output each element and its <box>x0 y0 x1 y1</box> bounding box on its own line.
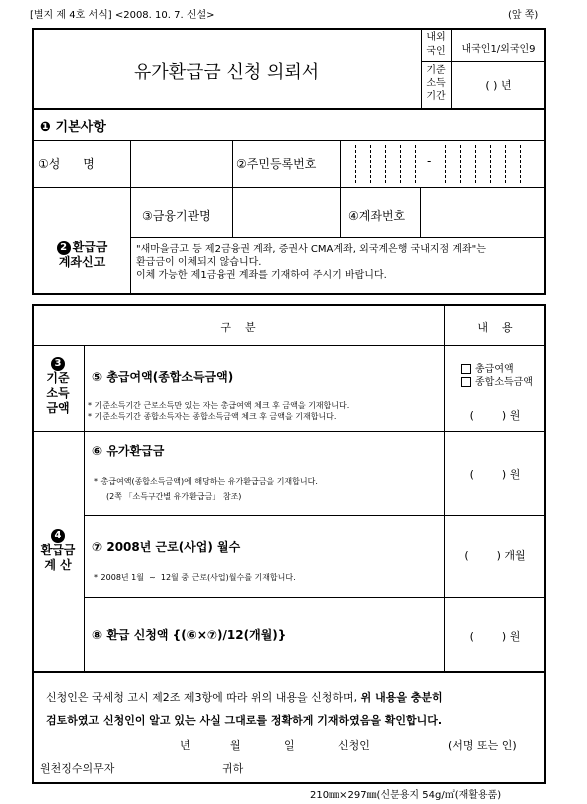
income-period-value[interactable]: ( ) 년 <box>485 79 512 92</box>
date-day: 일 <box>284 739 295 752</box>
date-year: 년 <box>180 739 191 752</box>
signature-label[interactable]: (서명 또는 인) <box>448 739 517 752</box>
row5-note-2: * 기준소득기간 종합소득자는 종합소득금액 체크 후 금액을 기재합니다. <box>88 412 337 421</box>
checkbox[interactable] <box>461 377 471 387</box>
income-period-label: 기준 소득 기간 <box>426 65 446 102</box>
account-notice: "새마을금고 등 제2금융권 계좌, 증권사 CMA계좌, 외국계은행 국내지점 계좌"는 환급금이 이체되지 않습니다. 이체 가능한 제1금융권 계좌를 기재하여 주시기 바랍니다. <box>136 244 486 281</box>
row5-value[interactable]: ( ) 원 <box>469 409 521 422</box>
col-category-header: 구 분 <box>220 321 256 334</box>
row7-note: * 2008년 1월 ~ 12월 중 근로(사업)월수를 기재합니다. <box>94 573 296 582</box>
name-input[interactable] <box>131 141 231 186</box>
honorific: 귀하 <box>222 762 244 775</box>
form-title: 유가환급금 신청 의뢰서 <box>133 62 320 83</box>
rrn-dash: - <box>427 154 432 168</box>
account-label: ④계좌번호 <box>348 209 406 223</box>
rrn-label: ②주민등록번호 <box>236 157 317 171</box>
row8-title: ⑧ 환급 신청액 {(⑥×⑦)/12(개월)} <box>92 628 287 642</box>
row8-value[interactable]: ( ) 원 <box>469 630 521 643</box>
rrn-input[interactable] <box>341 141 545 186</box>
row6-value[interactable]: ( ) 원 <box>469 468 521 481</box>
bank-label: ③금융기관명 <box>142 209 211 223</box>
date-month: 월 <box>230 739 241 752</box>
section4-label: 4 환급금 계 산 <box>40 529 76 572</box>
row6-note-1: * 총급여액(종합소득금액)에 해당하는 유가환급금을 기재합니다. <box>94 477 318 486</box>
row6-note-2: (2쪽 「소득구간별 유가환급금」 참조) <box>106 492 242 501</box>
row5-option-total-income[interactable]: 종합소득금액 <box>461 373 533 388</box>
page-side: (앞 쪽) <box>508 10 539 21</box>
row5-note-1: * 기준소득기간 근로소득만 있는 자는 총급여액 체크 후 금액을 기재합니다. <box>88 401 350 410</box>
row5-title: ⑤ 총급여액(종합소득금액) <box>92 370 234 384</box>
form-reference: [별지 제 4호 서식] <2008. 10. 7. 신설> <box>30 10 215 21</box>
row5-option-total-salary[interactable]: 총급여액 <box>461 360 514 375</box>
account-section-label: 2 환급금 계좌신고 <box>34 225 130 270</box>
section3-label: 3 기준 소득 금액 <box>46 357 70 415</box>
col-content-header: 내 용 <box>477 321 513 334</box>
declaration-line-2: 검토하였고 신청인이 알고 있는 사실 그대로를 정확하게 기재하였음을 확인합니다. <box>46 714 443 727</box>
applicant-label: 신청인 <box>338 739 370 752</box>
row7-title: ⑦ 2008년 근로(사업) 월수 <box>92 540 241 554</box>
section1-title: ❶ 기본사항 <box>40 120 106 135</box>
account-input[interactable] <box>421 188 545 236</box>
bank-input[interactable] <box>233 188 339 236</box>
paper-spec: 210㎜×297㎜(신문용지 54g/㎡(재활용품) <box>310 790 502 801</box>
resident-type-value[interactable]: 내국인1/외국인9 <box>461 44 536 55</box>
recipient-label: 원천징수의무자 <box>40 762 115 775</box>
name-label: ①성 명 <box>38 157 95 171</box>
declaration-line-1: 신청인은 국세청 고시 제2조 제3항에 따라 위의 내용을 신청하며, 위 내용을 충분히 <box>46 691 443 704</box>
row6-title: ⑥ 유가환급금 <box>92 444 165 458</box>
row7-value[interactable]: ( ) 개월 <box>464 549 526 562</box>
resident-type-label: 내외 국인 <box>426 32 446 57</box>
